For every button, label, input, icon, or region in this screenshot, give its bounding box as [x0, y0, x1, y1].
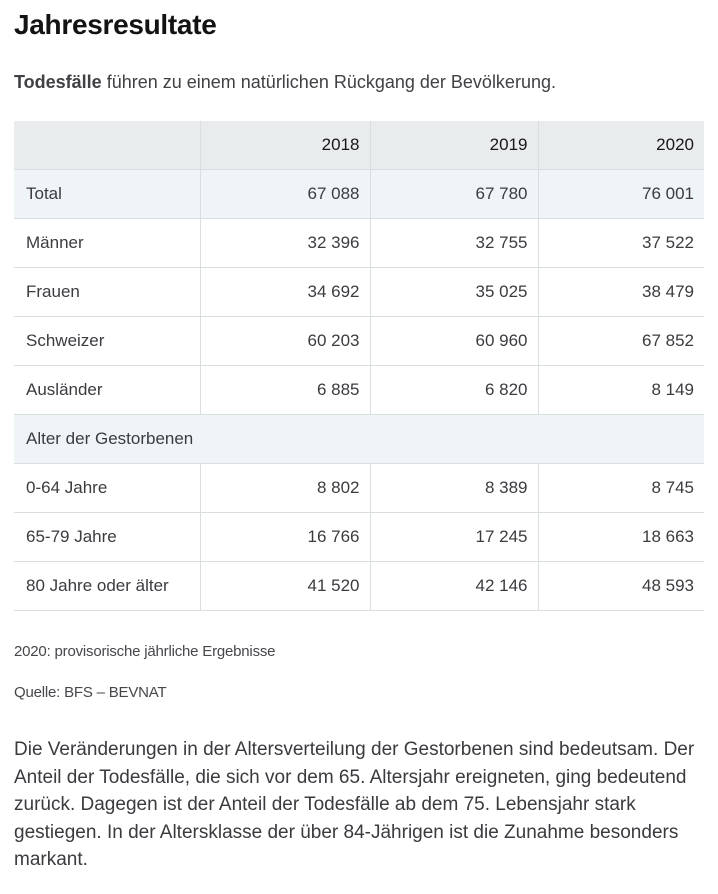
value-cell: 6 885: [200, 366, 370, 415]
table-row-65-79: [14, 513, 704, 562]
value-cell: 76 001: [538, 170, 704, 219]
year-header-2018: 2018: [200, 121, 370, 170]
value-cell: 32 396: [200, 219, 370, 268]
subtitle: [14, 70, 704, 94]
table-row-total: [14, 170, 704, 219]
value-cell: 8 745: [538, 464, 704, 513]
table-row-schweizer: [14, 317, 704, 366]
value-cell: 38 479: [538, 268, 704, 317]
value-cell: 60 203: [200, 317, 370, 366]
value-cell: 8 149: [538, 366, 704, 415]
value-cell: 37 522: [538, 219, 704, 268]
corner-header-cell: [14, 121, 200, 170]
value-cell: 42 146: [370, 562, 538, 611]
value-cell: 60 960: [370, 317, 538, 366]
subtitle-text: führen zu einem natürlichen Rückgang der Bevölkerung.: [101, 72, 556, 92]
row-label: Ausländer: [14, 366, 200, 415]
row-label: Total: [14, 170, 200, 219]
value-cell: 18 663: [538, 513, 704, 562]
page-title: Jahresresultate: [14, 9, 217, 40]
results-table: [14, 121, 704, 611]
row-label: Männer: [14, 219, 200, 268]
body-paragraph: Die Veränderungen in der Altersverteilung der Gestorbenen sind bedeutsam. Der Anteil der Todesfälle, die sich vor dem 65. Altersjahr ereigneten, ging bedeutend zurück. Dagegen ist der Anteil der Todesfälle ab dem 75. Lebensjahr stark gestiegen. In der Altersklasse der über 84-Jährigen ist die Zunahme besonders markant.: [14, 739, 695, 871]
value-cell: 34 692: [200, 268, 370, 317]
footnote-source: Quelle: BFS – BEVNAT: [14, 684, 167, 701]
section-label: Alter der Gestorbenen: [14, 415, 704, 464]
row-label: Frauen: [14, 268, 200, 317]
subtitle-keyword: Todesfälle: [14, 72, 102, 92]
table-row-0-64: [14, 464, 704, 513]
table-row-80-plus: [14, 562, 704, 611]
year-header-2019: 2019: [370, 121, 538, 170]
year-header-2020: 2020: [538, 121, 704, 170]
value-cell: 32 755: [370, 219, 538, 268]
value-cell: 16 766: [200, 513, 370, 562]
value-cell: 48 593: [538, 562, 704, 611]
value-cell: 67 852: [538, 317, 704, 366]
value-cell: 35 025: [370, 268, 538, 317]
table-row-maenner: [14, 219, 704, 268]
footnote-provisional: 2020: provisorische jährliche Ergebnisse: [14, 643, 276, 660]
value-cell: 6 820: [370, 366, 538, 415]
value-cell: 17 245: [370, 513, 538, 562]
value-cell: 67 088: [200, 170, 370, 219]
value-cell: 67 780: [370, 170, 538, 219]
table-row-frauen: [14, 268, 704, 317]
row-label: 80 Jahre oder älter: [14, 562, 200, 611]
value-cell: 41 520: [200, 562, 370, 611]
header-row: [14, 121, 704, 170]
section-row-alter: [14, 415, 704, 464]
row-label: Schweizer: [14, 317, 200, 366]
value-cell: 8 802: [200, 464, 370, 513]
row-label: 0-64 Jahre: [14, 464, 200, 513]
table-row-auslaender: [14, 366, 704, 415]
value-cell: 8 389: [370, 464, 538, 513]
row-label: 65-79 Jahre: [14, 513, 200, 562]
